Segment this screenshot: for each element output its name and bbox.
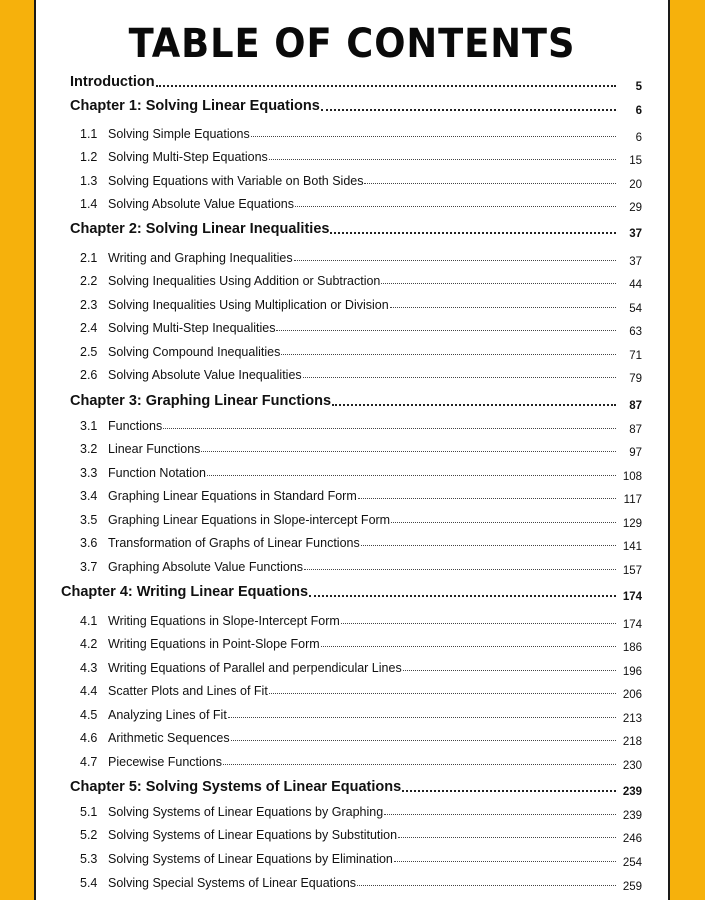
dot-leader (309, 595, 616, 597)
section-title: Solving Absolute Value Inequalities (108, 368, 302, 382)
toc-section-row[interactable] (80, 554, 642, 577)
section-title: Graphing Linear Equations in Standard Form (108, 489, 357, 503)
toc-section-row[interactable] (80, 799, 642, 822)
toc-chapter-row[interactable] (70, 389, 642, 412)
section-number: 5.2 (80, 828, 98, 842)
page-number: 213 (622, 713, 642, 725)
section-number: 2.3 (80, 298, 98, 312)
section-number: 5.1 (80, 805, 98, 819)
toc-section-row[interactable] (80, 655, 642, 678)
dot-leader (281, 354, 616, 355)
section-number: 3.2 (80, 442, 98, 456)
page-number: 186 (622, 642, 642, 654)
toc-section-row[interactable] (80, 870, 642, 893)
page-title: TABLE OF CONTENTS (128, 21, 576, 67)
dot-leader (207, 475, 616, 476)
section-title: Solving Multi-Step Equations (108, 150, 268, 164)
section-title: Transformation of Graphs of Linear Functions (108, 536, 360, 550)
page-number: 141 (622, 541, 642, 553)
page-number: 259 (622, 881, 642, 893)
page-number: 6 (635, 105, 642, 117)
page-number: 239 (622, 786, 642, 798)
page-number: 29 (629, 202, 642, 214)
dot-leader (390, 307, 616, 308)
toc-section-row[interactable] (80, 725, 642, 748)
dot-leader (381, 283, 616, 284)
section-number: 4.7 (80, 755, 98, 769)
toc-section-row[interactable] (80, 822, 642, 845)
chapter-title: Chapter 4: Writing Linear Equations (61, 584, 309, 600)
toc-chapter-row[interactable] (70, 94, 642, 117)
section-title: Solving Special Systems of Linear Equations (108, 876, 357, 890)
page-number: 196 (622, 666, 642, 678)
page-number: 246 (622, 833, 642, 845)
toc-section-row[interactable] (80, 436, 642, 459)
section-number: 1.4 (80, 197, 98, 211)
toc-section-row[interactable] (80, 315, 642, 338)
toc-section-row[interactable] (80, 460, 642, 483)
dot-leader (364, 183, 616, 184)
page-number: 54 (629, 303, 642, 315)
dot-leader (295, 206, 616, 207)
section-title: Analyzing Lines of Fit (108, 708, 227, 722)
page-number: 37 (629, 256, 642, 268)
page-number: 15 (629, 155, 642, 167)
page-number: 87 (629, 424, 642, 436)
section-number: 2.4 (80, 321, 98, 335)
dot-leader (276, 330, 616, 331)
dot-leader (231, 740, 616, 741)
chapter-title: Chapter 2: Solving Linear Inequalities (70, 221, 330, 237)
toc-section-row[interactable] (80, 168, 642, 191)
page-number: 129 (622, 518, 642, 530)
toc-section-row[interactable] (80, 702, 642, 725)
toc-section-row[interactable] (80, 268, 642, 291)
dot-leader (201, 451, 616, 452)
section-number: 3.7 (80, 560, 98, 574)
section-number: 1.3 (80, 174, 98, 188)
toc-section-row[interactable] (80, 483, 642, 506)
toc-section-row[interactable] (80, 413, 642, 436)
dot-leader (398, 837, 616, 838)
section-title: Solving Systems of Linear Equations by Elimination (108, 852, 393, 866)
section-title: Writing Equations in Point-Slope Form (108, 637, 320, 651)
dot-leader (156, 85, 616, 87)
chapter-title: Introduction (70, 74, 155, 90)
toc-section-row[interactable] (80, 507, 642, 530)
page-number: 157 (622, 565, 642, 577)
dot-leader (163, 428, 616, 429)
section-title: Solving Inequalities Using Addition or Subtraction (108, 274, 381, 288)
section-number: 2.2 (80, 274, 98, 288)
section-number: 3.5 (80, 513, 98, 527)
section-title: Solving Systems of Linear Equations by Graphing (108, 805, 384, 819)
section-number: 5.3 (80, 852, 98, 866)
toc-section-row[interactable] (80, 608, 642, 631)
section-title: Function Notation (108, 466, 206, 480)
dot-leader (269, 693, 616, 694)
dot-leader (228, 717, 616, 718)
section-title: Solving Simple Equations (108, 127, 250, 141)
page-number: 71 (629, 350, 642, 362)
chapter-title: Chapter 5: Solving Systems of Linear Equations (70, 779, 402, 795)
dot-leader (330, 232, 616, 234)
page-number: 117 (623, 494, 642, 506)
toc-section-row[interactable] (80, 846, 642, 869)
section-title: Graphing Linear Equations in Slope-intercept Form (108, 513, 391, 527)
page-number: 230 (622, 760, 642, 772)
toc-chapter-row[interactable] (70, 70, 642, 93)
dot-leader (294, 260, 616, 261)
dot-leader (361, 545, 616, 546)
page-number: 254 (622, 857, 642, 869)
toc-section-row[interactable] (80, 631, 642, 654)
section-number: 4.2 (80, 637, 98, 651)
section-number: 4.6 (80, 731, 98, 745)
toc-chapter-row[interactable] (70, 217, 642, 240)
section-title: Solving Systems of Linear Equations by Substitution (108, 828, 398, 842)
section-number: 2.1 (80, 251, 98, 265)
page-number: 37 (629, 228, 642, 240)
section-title: Solving Multi-Step Inequalities (108, 321, 276, 335)
dot-leader (403, 670, 616, 671)
dot-leader (304, 569, 616, 570)
section-title: Solving Compound Inequalities (108, 345, 281, 359)
toc-section-row[interactable] (80, 121, 642, 144)
section-number: 3.6 (80, 536, 98, 550)
section-title: Graphing Absolute Value Functions (108, 560, 304, 574)
toc-chapter-row[interactable] (70, 775, 642, 798)
page-number: 44 (629, 279, 642, 291)
page-number: 6 (635, 132, 642, 144)
page-number: 108 (622, 471, 642, 483)
toc-section-row[interactable] (80, 749, 642, 772)
section-number: 5.4 (80, 876, 98, 890)
section-number: 4.5 (80, 708, 98, 722)
toc-section-row[interactable] (80, 678, 642, 701)
toc-section-row[interactable] (80, 530, 642, 553)
section-title: Solving Equations with Variable on Both Sides (108, 174, 364, 188)
chapter-title: Chapter 3: Graphing Linear Functions (70, 393, 332, 409)
toc-section-row[interactable] (80, 339, 642, 362)
dot-leader (332, 404, 616, 406)
toc-section-row[interactable] (80, 191, 642, 214)
page-number: 87 (629, 400, 642, 412)
section-title: Scatter Plots and Lines of Fit (108, 684, 268, 698)
dot-leader (384, 814, 616, 815)
dot-leader (303, 377, 616, 378)
dot-leader (269, 159, 616, 160)
section-number: 3.4 (80, 489, 98, 503)
section-number: 1.2 (80, 150, 98, 164)
page-number: 174 (622, 591, 642, 603)
section-title: Solving Absolute Value Equations (108, 197, 295, 211)
section-title: Functions (108, 419, 163, 433)
section-title: Writing Equations of Parallel and perpendicular Lines (108, 661, 402, 675)
dot-leader (358, 498, 616, 499)
section-title: Arithmetic Sequences (108, 731, 230, 745)
page-number: 206 (622, 689, 642, 701)
toc-section-row[interactable] (80, 362, 642, 385)
page-number: 5 (635, 81, 642, 93)
dot-leader (394, 861, 616, 862)
page-number: 239 (622, 810, 642, 822)
dot-leader (223, 764, 616, 765)
dot-leader (341, 623, 616, 624)
toc-section-row[interactable] (80, 245, 642, 268)
toc-chapter-row[interactable] (61, 580, 642, 603)
section-number: 3.3 (80, 466, 98, 480)
page-number: 97 (629, 447, 642, 459)
toc-page (34, 0, 670, 900)
section-title: Solving Inequalities Using Multiplication or Division (108, 298, 389, 312)
dot-leader (357, 885, 616, 886)
page-number: 20 (629, 179, 642, 191)
section-number: 2.6 (80, 368, 98, 382)
toc-section-row[interactable] (80, 144, 642, 167)
section-number: 3.1 (80, 419, 98, 433)
page-number: 218 (622, 736, 642, 748)
dot-leader (391, 522, 616, 523)
section-number: 4.3 (80, 661, 98, 675)
section-title: Linear Functions (108, 442, 201, 456)
dot-leader (251, 136, 616, 137)
section-title: Writing Equations in Slope-Intercept Form (108, 614, 340, 628)
dot-leader (402, 790, 616, 792)
section-number: 4.1 (80, 614, 98, 628)
page-number: 174 (622, 619, 642, 631)
section-number: 1.1 (80, 127, 98, 141)
dot-leader (321, 646, 616, 647)
section-title: Writing and Graphing Inequalities (108, 251, 293, 265)
page-number: 79 (629, 373, 642, 385)
dot-leader (321, 109, 616, 111)
section-number: 4.4 (80, 684, 98, 698)
section-number: 2.5 (80, 345, 98, 359)
chapter-title: Chapter 1: Solving Linear Equations (70, 98, 320, 114)
page-number: 63 (629, 326, 642, 338)
toc-section-row[interactable] (80, 292, 642, 315)
section-title: Piecewise Functions (108, 755, 222, 769)
